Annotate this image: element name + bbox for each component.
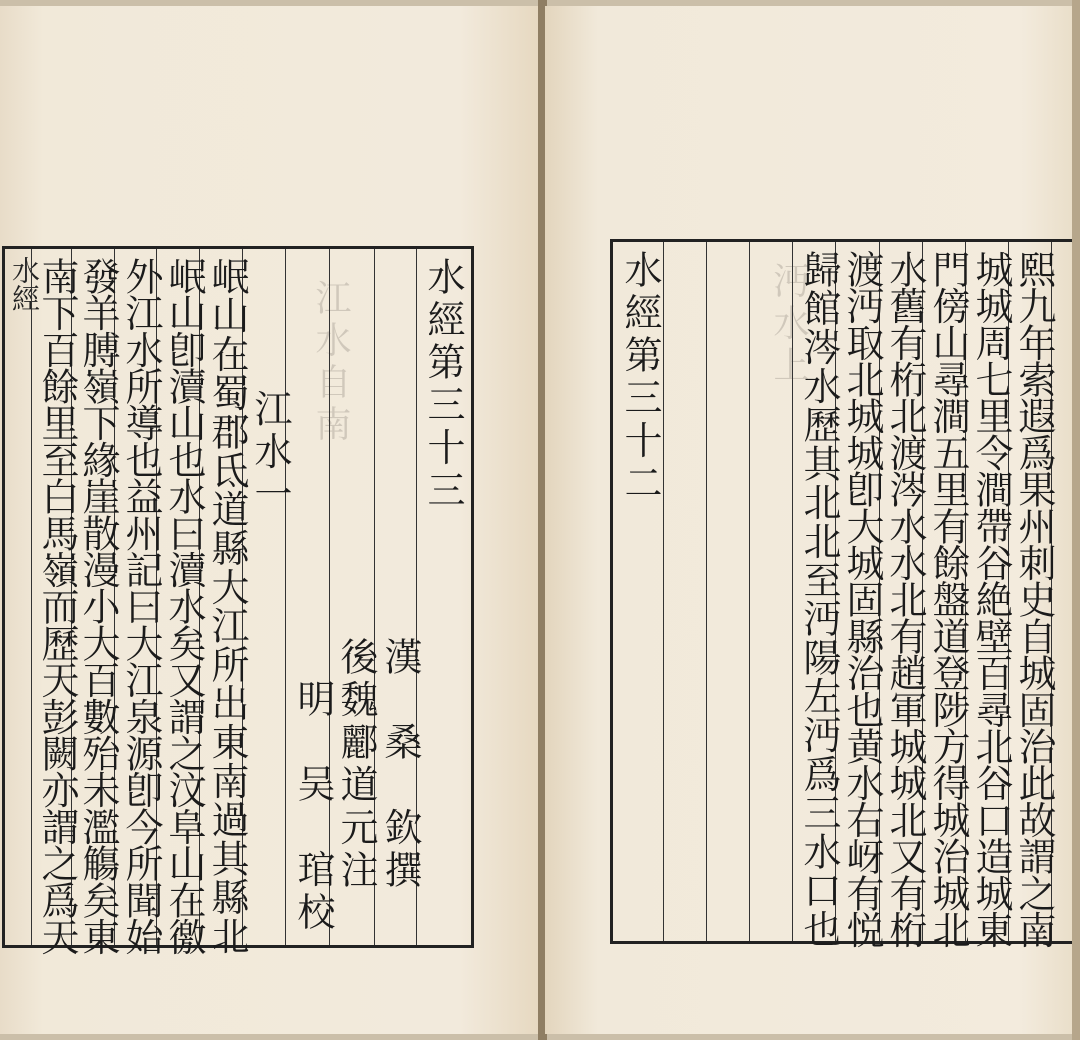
bleed-through-text: 江水自南: [310, 279, 351, 447]
right-col-text-4: 水舊有桁北渡涔水水北有趙軍城城北又有桁: [883, 250, 927, 948]
left-page: [0, 6, 540, 1034]
left-col-commentator: 後魏酈道元注: [334, 637, 378, 893]
left-col-text-4: 發羊膊嶺下緣崖散漫小大百數殆未濫觴矣東: [76, 257, 120, 955]
left-edge-title: 水經: [8, 256, 41, 312]
column-rule: [31, 249, 32, 945]
left-col-text-3: 外江水所導也益州記曰大江泉源卽今所聞始: [119, 257, 163, 955]
left-page-frame: [2, 246, 474, 956]
column-rule: [792, 242, 793, 941]
column-rule: [706, 242, 707, 941]
column-rule: [663, 242, 664, 941]
right-page: [545, 6, 1074, 1034]
right-col-text-3: 門傍山尋澗五里有餘盤道登陟方得城治城北: [926, 250, 970, 948]
right-col-title: 水經第三十二: [618, 250, 662, 506]
right-col-text-2: 城城周七里令澗帶谷絶壁百尋北谷口造城東: [969, 250, 1013, 948]
left-col-text-1: 岷山在蜀郡氐道縣大江所出東南過其縣北: [205, 257, 249, 956]
left-col-text-2: 岷山卽瀆山也水曰瀆水矣又謂之汶阜山在徼: [162, 257, 206, 955]
book-right-edge: [1072, 0, 1080, 1040]
left-col-editor: 明 吴 琯校: [291, 679, 335, 935]
left-col-author: 漢 桑 欽撰: [378, 637, 422, 893]
column-rule: [749, 242, 750, 941]
right-page-frame: [610, 239, 1077, 949]
left-col-text-5: 南下百餘里至白馬嶺而歷天彭闕亦謂之爲天: [35, 257, 79, 955]
right-col-text-1: 熙九年索遐爲果州刺史自城固治此故謂之南: [1012, 250, 1056, 948]
bleed-through-text: 沔水上: [768, 262, 809, 388]
right-col-text-5: 渡沔取北城城卽大城固縣治也黄水右岈有悦: [840, 250, 884, 948]
right-col-text-6: 歸館涔水歷其北北至沔陽左沔爲三水口也: [797, 250, 841, 949]
left-col-section: 江水一: [248, 389, 292, 517]
left-col-title: 水經第三十三: [421, 257, 465, 513]
column-rule: [285, 249, 286, 945]
